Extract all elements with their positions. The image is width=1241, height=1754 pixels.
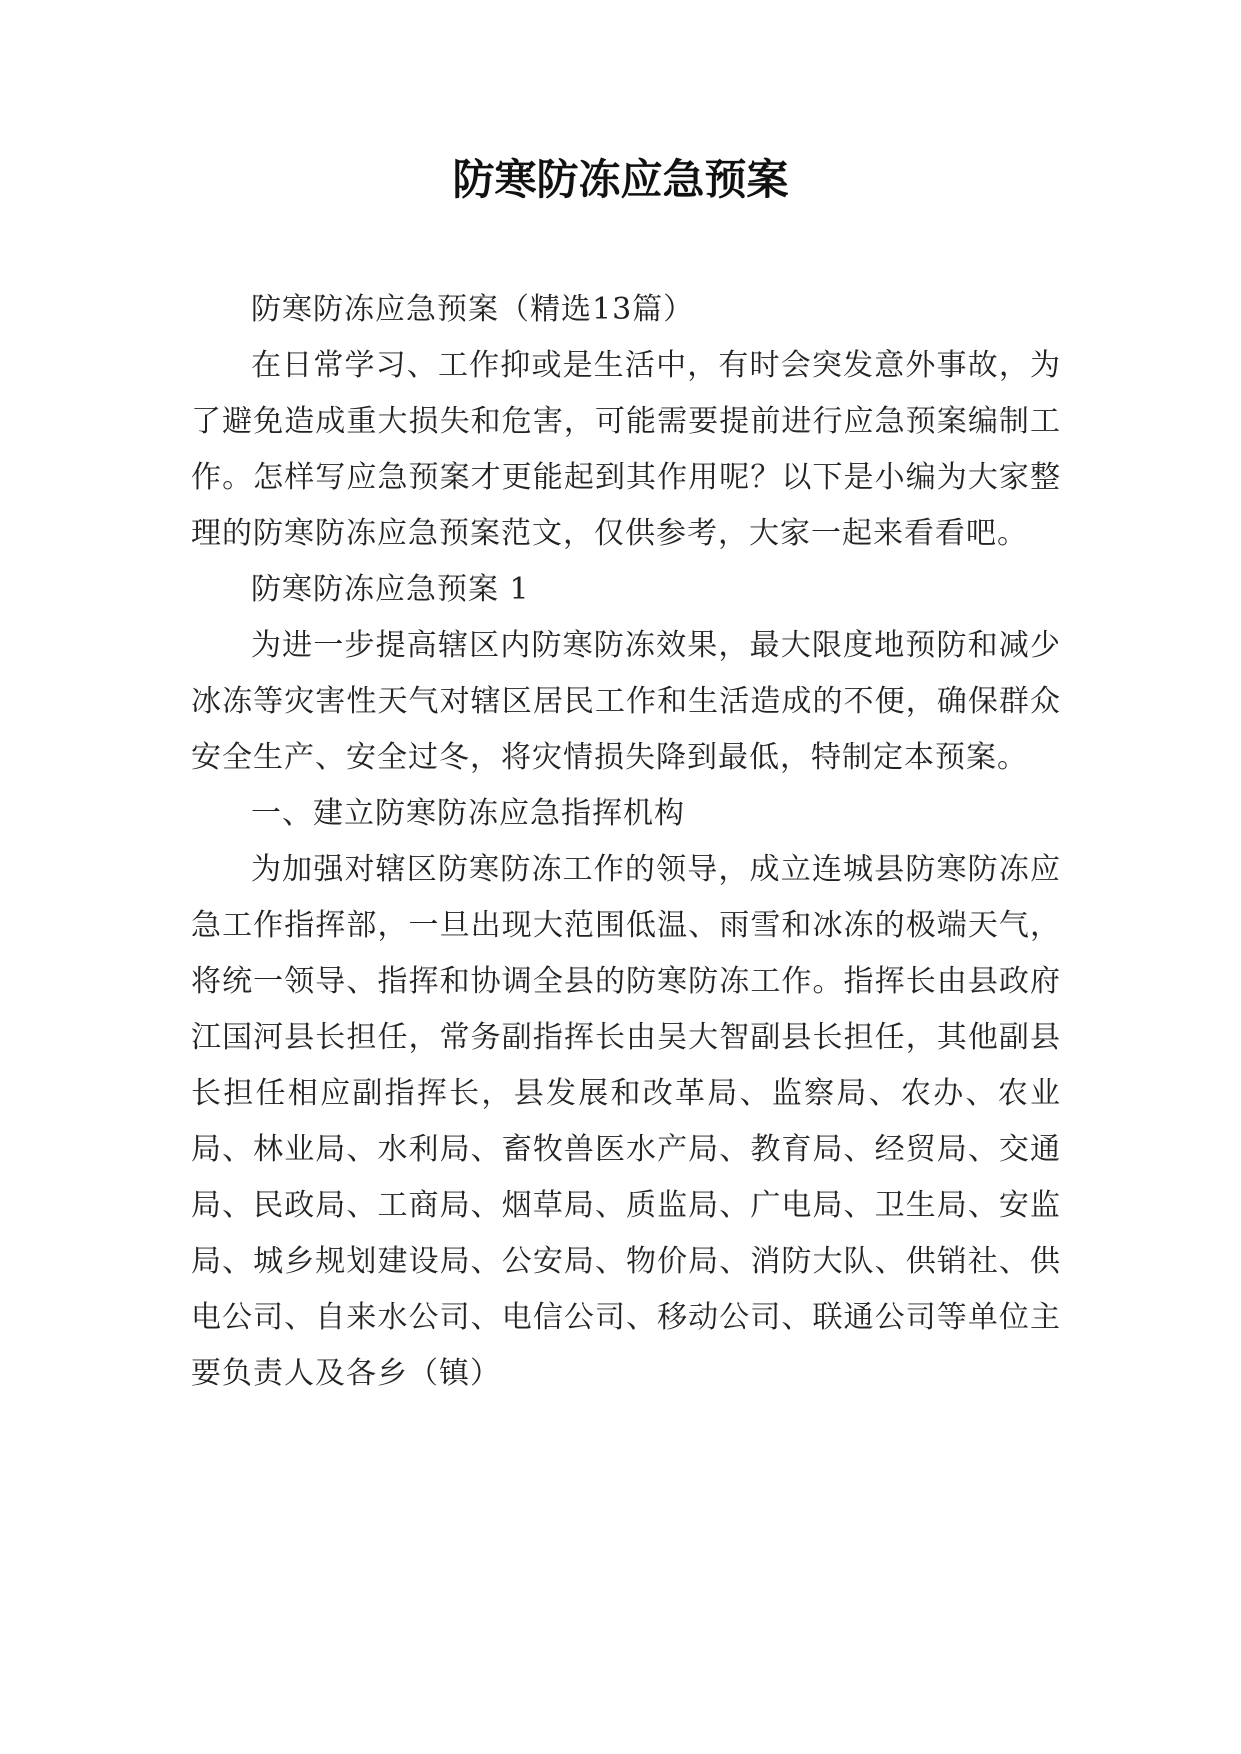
document-title: 防寒防冻应急预案 bbox=[452, 155, 789, 204]
paragraph-intro: 在日常学习、工作抑或是生活中，有时会突发意外事故，为了避免造成重大损失和危害，可能需要提前进行应急预案编制工作。怎样写应急预案才更能起到其作用呢？以下是小编为大家整理的防寒防冻应急预案范文，仅供参考，大家一起来看看吧。 bbox=[191, 348, 1061, 551]
paragraph-subtitle: 防寒防冻应急预案（精选13篇） bbox=[251, 292, 695, 327]
section-heading-command: 一、建立防寒防冻应急指挥机构 bbox=[251, 796, 685, 831]
document-body bbox=[191, 282, 1061, 1402]
paragraph-purpose: 为进一步提高辖区内防寒防冻效果，最大限度地预防和减少冰冻等灾害性天气对辖区居民工作和生活造成的不便，确保群众安全生产、安全过冬，将灾情损失降到最低，特制定本预案。 bbox=[191, 628, 1061, 775]
paragraph-command-structure: 为加强对辖区防寒防冻工作的领导，成立连城县防寒防冻应急工作指挥部，一旦出现大范围低温、雨雪和冰冻的极端天气，将统一领导、指挥和协调全县的防寒防冻工作。指挥长由县政府江国河县长担任，常务副指挥长由吴大智副县长担任，其他副县长担任相应副指挥长，县发展和改革局、监察局、农办、农业局、林业局、水利局、畜牧兽医水产局、教育局、经贸局、交通局、民政局、工商局、烟草局、质监局、广电局、卫生局、安监局、城乡规划建设局、公安局、物价局、消防大队、供销社、供电公司、自来水公司、电信公司、移动公司、联通公司等单位主要负责人及各乡（镇） bbox=[191, 852, 1061, 1391]
section-heading-plan-1: 防寒防冻应急预案 1 bbox=[251, 572, 530, 607]
